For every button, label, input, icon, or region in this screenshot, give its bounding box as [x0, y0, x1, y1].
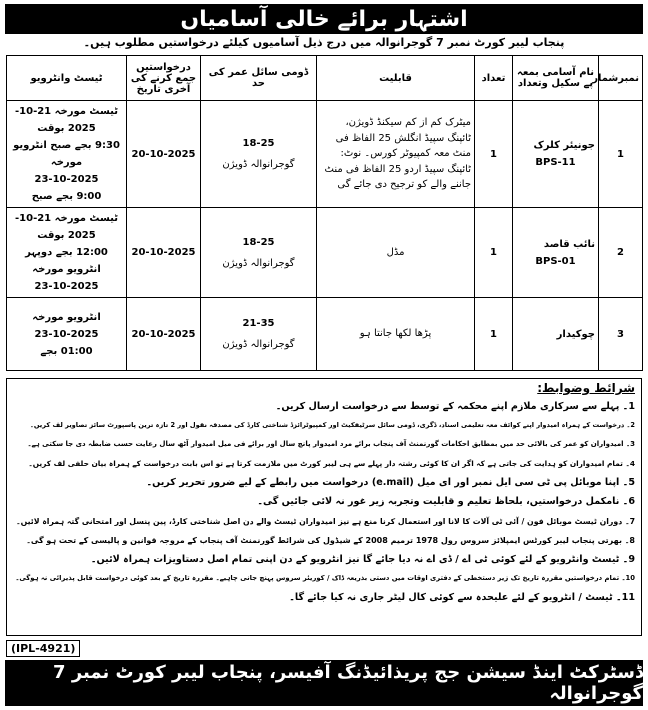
list-item: 4۔ تمام امیدواران کو ہدایت کی جاتی ہے کہ اگر ان کا کوئی رشتہ دار پہلے سے ہی لیبر کورٹ میں ملازمت کرتا ہے تو اس بابت درخواست کے ہمراہ بیان حلفی لف کریں۔ — [28, 459, 635, 469]
header-test: ٹیسٹ وانٹرویو — [7, 56, 127, 101]
test-line: 9:00 بجے صبح — [31, 191, 102, 202]
list-item: 2۔ درخواست کے ہمراہ امیدوار اپنے کوائف معہ تعلیمی اسناد، ڈگری، ڈومی سائل سرٹیفکیٹ اور کمپیوٹرائزڈ شناختی کارڈ کی مصدقہ نقول اور 2 تازہ ترین پاسپورٹ سائز تصاویر لف کریں۔ — [29, 421, 635, 430]
cell-post — [513, 298, 599, 371]
post-title: نائب قاصد — [543, 238, 595, 250]
list-item: 6۔ نامکمل درخواستیں، بلحاظ تعلیم و قابلیت وتجربہ زیر غور نہ لائی جائیں گی۔ — [257, 496, 635, 508]
domicile: گوجرانوالہ ڈویژن — [222, 339, 295, 350]
list-item: 7۔ دوران ٹیسٹ موبائل فون / آئی ٹی آلات کا لانا اور استعمال کرنا منع ہے نیز امیدواران ٹیسٹ والے دن اصل شناختی کارڈ، پین پنسل اور امتحانی گتہ ہمراہ لائیں۔ — [16, 516, 635, 526]
vacancies-table — [6, 55, 643, 371]
cell-last-date: 20-10-2025 — [127, 101, 201, 208]
table-header-row — [7, 56, 643, 101]
list-item: 8۔ بھرتی پنجاب لیبر کورٹس ایمپلائز سروس رول 1978 ترمیم 2008 کے شیڈول کی شرائط گورنمنٹ آف پنجاب کے مروجہ قوانین و پالیسی کے تحت ہو گی۔ — [26, 535, 635, 545]
cell-count: 1 — [475, 208, 513, 298]
terms-list — [13, 397, 635, 607]
test-line: 23-10-2025 — [34, 328, 99, 340]
cell-qualification: میٹرک کم از کم سیکنڈ ڈویژن، ٹائپنگ سپیڈ انگلش 25 الفاظ فی منٹ معہ کمپیوٹر کورس۔ نوٹ: ٹائپنگ سپیڈ اردو 25 الفاظ فی منٹ جاننے والے کو ترجیح دی جائے گی — [317, 101, 475, 208]
ipl-reference-code: (IPL-4921) — [6, 640, 80, 657]
cell-last-date: 20-10-2025 — [127, 208, 201, 298]
header-age: ڈومی سائل عمر کی حد — [201, 56, 317, 101]
cell-post — [513, 101, 599, 208]
test-line: 01:00 بجے — [40, 345, 93, 357]
cell-qualification: پڑھا لکھا جانتا ہو — [317, 298, 475, 371]
table-row — [7, 298, 643, 371]
test-line: 23-10-2025 — [34, 174, 99, 185]
cell-age — [201, 208, 317, 298]
list-item: 1۔ پہلے سے سرکاری ملازم اپنے محکمہ کے توسط سے درخواست ارسال کریں۔ — [275, 401, 635, 412]
cell-age — [201, 101, 317, 208]
age-range: 18-25 — [242, 236, 275, 248]
header-qualification: قابلیت — [317, 56, 475, 101]
post-bps: BPS-01 — [535, 255, 576, 267]
test-line: 12:00 بجے دوپہر انٹرویو مورخہ — [25, 247, 108, 275]
cell-last-date: 20-10-2025 — [127, 298, 201, 371]
cell-test — [7, 101, 127, 208]
list-item: 11۔ ٹیسٹ / انٹرویو کے لئے علیحدہ سے کوئی کال لیٹر جاری نہ کیا جائے گا۔ — [289, 591, 635, 603]
cell-qualification: مڈل — [317, 208, 475, 298]
ad-title-banner: اشتہار برائے خالی آسامیاں — [5, 4, 643, 34]
list-item: 9۔ ٹیسٹ وانٹرویو کے لئے کوئی ٹی اے / ڈی اے نہ دیا جائے گا نیز انٹرویو کے دن اپنی تمام اصل دستاویزات ہمراہ لائیں۔ — [90, 553, 635, 565]
age-range: 21-35 — [242, 318, 275, 329]
cell-serial: 1 — [599, 101, 643, 208]
ad-subtitle: پنجاب لیبر کورٹ نمبر 7 گوجرانوالہ میں درج ذیل آسامیوں کیلئے درخواستیں مطلوب ہیں۔ — [83, 36, 565, 49]
header-count: تعداد — [475, 56, 513, 101]
list-item: 10۔ تمام درخواستیں مقررہ تاریخ تک زیر دستخطی کے دفتری اوقات میں دستی بذریعہ ڈاک / کوریئر سروس پہنچ جانی چاہیے۔ مقررہ تاریخ کے بعد کوئی درخواست قابل پذیرائی نہ ہوگی۔ — [15, 573, 635, 582]
terms-conditions-box — [6, 378, 642, 636]
cell-test — [7, 208, 127, 298]
cell-post — [513, 208, 599, 298]
test-line: ٹیسٹ مورخہ 21-10-2025 بوقت — [14, 106, 118, 134]
header-last-date: درخواستیں جمع کرنے کی آخری تاریخ — [127, 56, 201, 101]
header-post: نام آسامی بمعہ پے سکیل وتعداد — [513, 56, 599, 101]
test-line: 23-10-2025 — [34, 281, 99, 292]
post-title: چوکیدار — [556, 328, 595, 340]
cell-count: 1 — [475, 298, 513, 371]
domicile: گوجرانوالہ ڈویژن — [222, 257, 295, 269]
issuing-authority-footer: ڈسٹرکٹ اینڈ سیشن جج پریذائیڈنگ آفیسر، پنجاب لیبر کورٹ نمبر 7 گوجرانوالہ — [5, 660, 643, 706]
test-line: 9:30 بجے صبح انٹرویو مورخہ — [13, 140, 120, 168]
test-line: انٹرویو مورخہ — [32, 311, 101, 323]
list-item: 3۔ امیدواران کو عمر کی بالائی حد میں بمطابق احکامات گورنمنٹ آف پنجاب برائے مرد امیدوار پانچ سال اور برائے فی میل امیدوار آٹھ سال رعایت حسب ضابطہ دی جا سکتی ہے۔ — [27, 440, 635, 449]
cell-serial: 3 — [599, 298, 643, 371]
header-serial: نمبرشمار — [599, 56, 643, 101]
table-row — [7, 101, 643, 208]
terms-title: شرائط وضوابط: — [537, 381, 635, 395]
cell-serial: 2 — [599, 208, 643, 298]
cell-age — [201, 298, 317, 371]
domicile: گوجرانوالہ ڈویژن — [222, 159, 295, 170]
post-title: جونیئر کلرک — [533, 140, 595, 151]
cell-test — [7, 298, 127, 371]
list-item: 5۔ اپنا موبائل پی ٹی سی ایل نمبر اور ای میل (e.mail) درخواست میں رابطے کے لیے ضرور تحریر کریں۔ — [146, 477, 635, 489]
post-bps: BPS-11 — [535, 157, 576, 168]
age-range: 18-25 — [242, 138, 275, 149]
test-line: ٹیسٹ مورخہ 21-10-2025 بوقت — [14, 213, 118, 241]
cell-count: 1 — [475, 101, 513, 208]
table-row — [7, 208, 643, 298]
